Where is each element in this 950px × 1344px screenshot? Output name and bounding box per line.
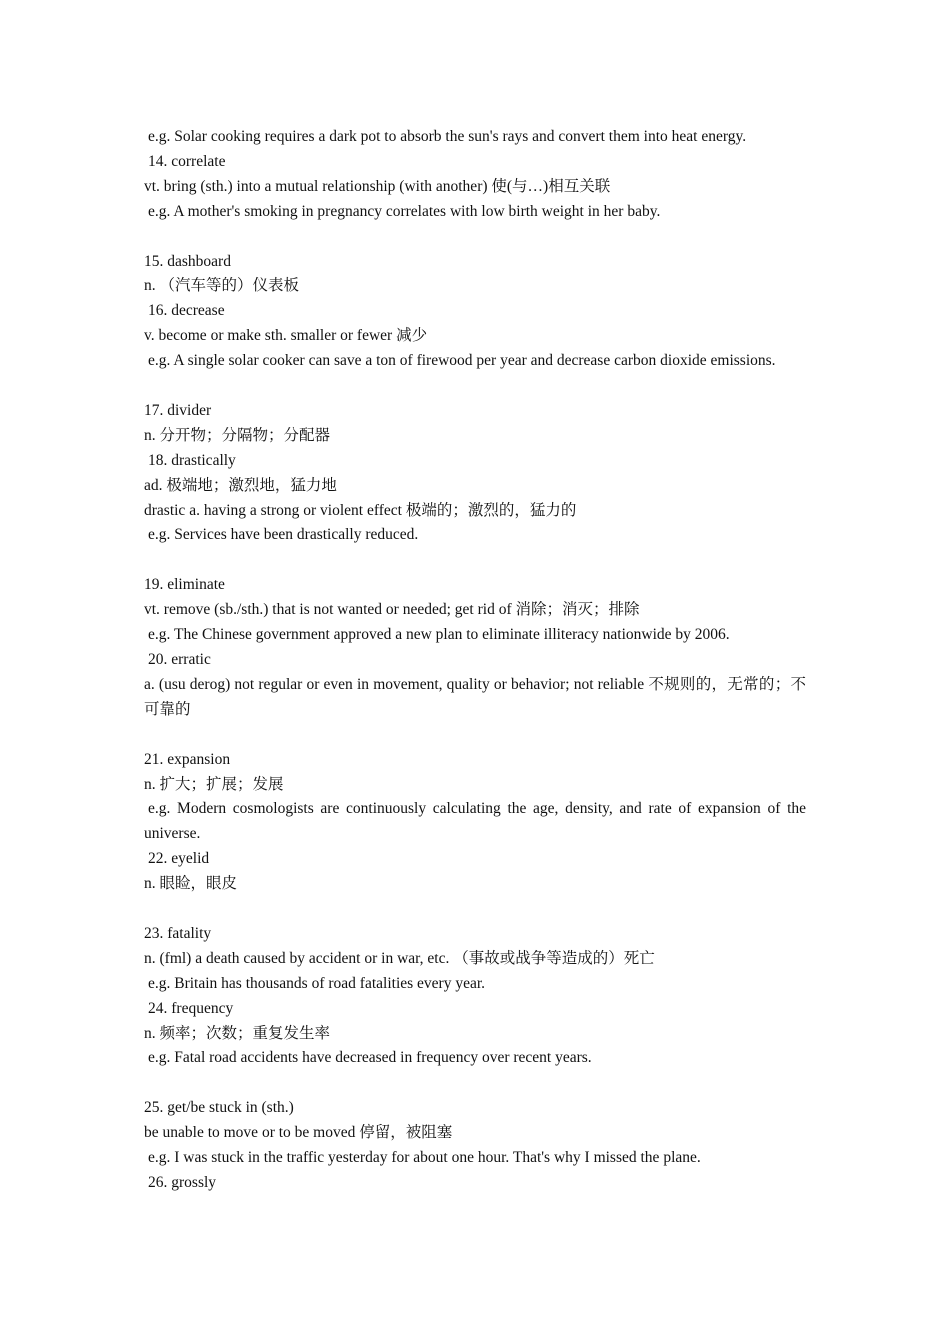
text-line: 14. correlate <box>148 152 226 170</box>
text-line: 17. divider <box>144 401 212 419</box>
text-line: e.g. Services have been drastically reduced. <box>148 526 419 544</box>
text-line: 24. frequency <box>148 999 234 1017</box>
text-paragraph: a. (usu derog) not regular or even in movement, quality or behavior; not reliable 不规则的，无常的；不可靠的 <box>144 675 806 718</box>
text-line: ad. 极端地；激烈地，猛力地 <box>144 476 337 494</box>
text-line: n. 分开物；分隔物；分配器 <box>144 426 331 444</box>
text-line: 19. eliminate <box>144 576 225 594</box>
text-line: 15. dashboard <box>144 252 231 270</box>
document-page <box>144 125 806 1196</box>
text-line: e.g. I was stuck in the traffic yesterday for about one hour. That's why I missed the plane. <box>148 1149 701 1167</box>
text-line: drastic a. having a strong or violent effect 极端的；激烈的，猛力的 <box>144 501 577 519</box>
text-line: 23. fatality <box>144 924 212 942</box>
text-line: n. 频率；次数；重复发生率 <box>144 1024 331 1042</box>
text-line: 25. get/be stuck in (sth.) <box>144 1099 294 1117</box>
text-line: vt. remove (sb./sth.) that is not wanted or needed; get rid of 消除；消灭；排除 <box>144 601 640 619</box>
text-paragraph: e.g. A single solar cooker can save a ton of firewood per year and decrease carbon dioxide emissions. <box>148 352 776 370</box>
text-line: vt. bring (sth.) into a mutual relationship (with another) 使(与…)相互关联 <box>144 177 611 195</box>
text-line: e.g. Fatal road accidents have decreased in frequency over recent years. <box>148 1049 592 1067</box>
blank-line <box>144 897 806 922</box>
text-line: n. 扩大；扩展；发展 <box>144 775 284 793</box>
text-line: e.g. The Chinese government approved a new plan to eliminate illiteracy nationwide by 2006. <box>148 626 730 644</box>
text-line: n. （汽车等的）仪表板 <box>144 277 300 295</box>
text-line: v. become or make sth. smaller or fewer 减少 <box>144 327 428 345</box>
blank-line <box>144 374 806 399</box>
text-line: e.g. A mother's smoking in pregnancy correlates with low birth weight in her baby. <box>148 202 661 220</box>
text-line: 21. expansion <box>144 750 231 768</box>
text-line: 18. drastically <box>148 451 236 469</box>
text-line: 20. erratic <box>148 650 211 668</box>
text-line: e.g. Solar cooking requires a dark pot to absorb the sun's rays and convert them into heat energy. <box>148 128 747 145</box>
text-line: n. (fml) a death caused by accident or in war, etc. （事故或战争等造成的）死亡 <box>144 949 655 967</box>
text-line: 26. grossly <box>148 1173 217 1191</box>
text-line: 22. eyelid <box>148 850 210 868</box>
blank-line <box>144 225 806 250</box>
text-line: e.g. Britain has thousands of road fatalities every year. <box>148 974 486 992</box>
blank-line <box>144 548 806 573</box>
blank-line <box>144 1071 806 1096</box>
text-line: be unable to move or to be moved 停留，被阻塞 <box>144 1124 453 1142</box>
text-paragraph: e.g. Modern cosmologists are continuously calculating the age, density, and rate of expansion of the universe. <box>144 800 806 843</box>
blank-line <box>144 723 806 748</box>
text-line: n. 眼睑，眼皮 <box>144 875 238 893</box>
text-line: 16. decrease <box>148 302 225 320</box>
